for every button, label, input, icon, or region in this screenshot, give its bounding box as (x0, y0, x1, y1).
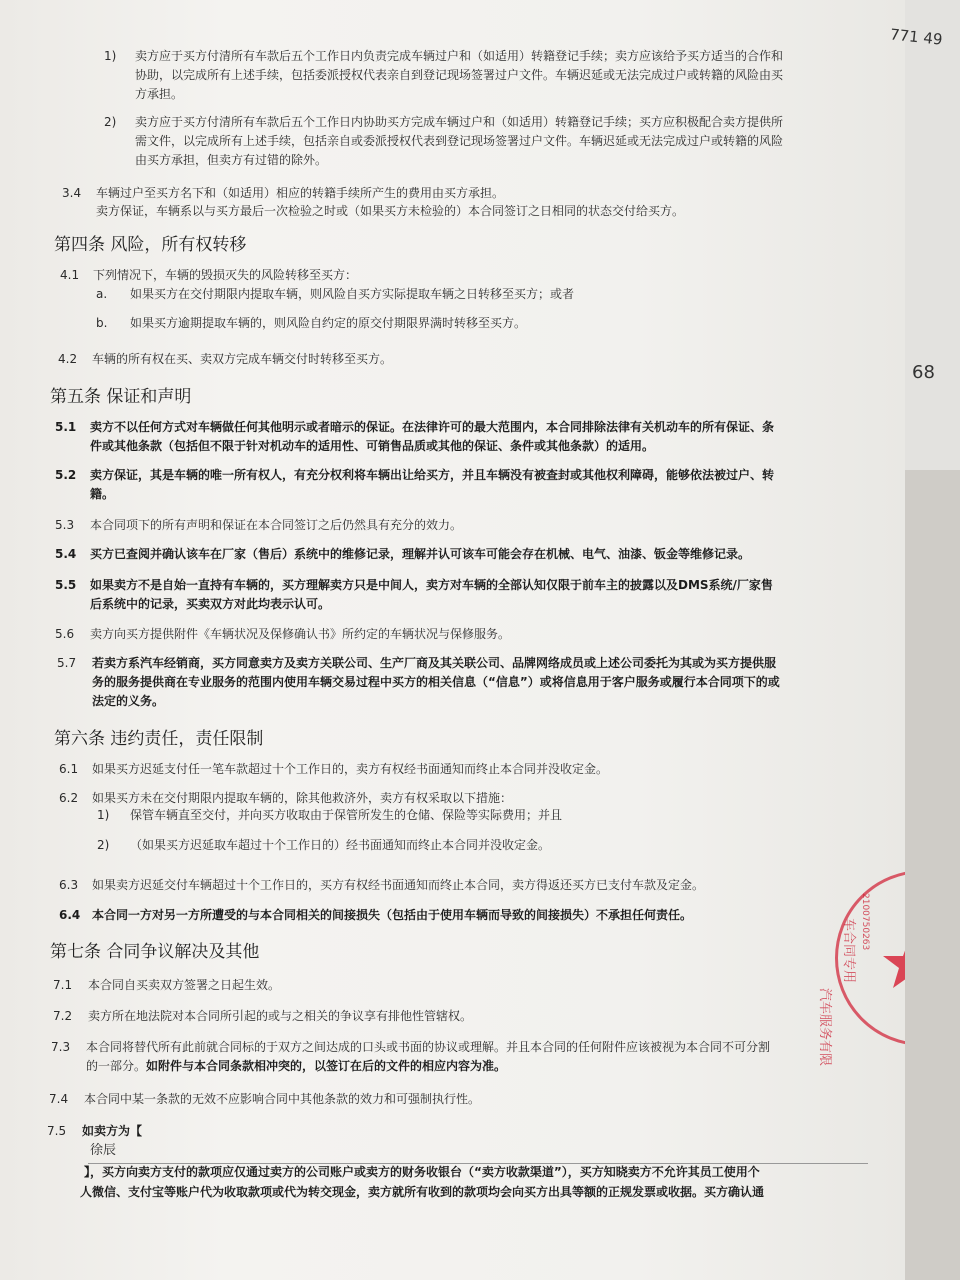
item-number: 2) (97, 838, 110, 852)
clause-text: 车辆的所有权在买、卖双方完成车辆交付时转移至买方。 (92, 352, 393, 366)
clause-text: 方承担。 (135, 87, 184, 101)
clause-number: 7.4 (49, 1092, 69, 1106)
clause-text: 卖方应于买方付清所有车款后五个工作日内协助买方完成车辆过户和（如适用）转籍登记手续；买方应积极配合卖方提供所 (135, 115, 784, 129)
background-surface (900, 470, 960, 1280)
item-number: 1) (97, 808, 110, 822)
clause-text: 卖方所在地法院对本合同所引起的或与之相关的争议享有排他性管辖权。 (88, 1009, 473, 1023)
clause-number: 5.7 (57, 656, 77, 670)
clause-text: 如果卖方不是自始一直持有车辆的，买方理解卖方只是中间人，卖方对车辆的全部认知仅限于前车主的披露以及DMS系统/厂家售 (90, 578, 773, 592)
clause-text: 务的服务提供商在专业服务的范围内使用车辆交易过程中买方的相关信息（“信息”）或将信息用于客户服务或履行本合同项下的或 (92, 675, 780, 689)
clause-number: 5.5 (55, 578, 77, 592)
clause-number: 6.1 (59, 762, 79, 776)
clause-text: 本合同项下的所有声明和保证在本合同签订之后仍然具有充分的效力。 (90, 518, 463, 532)
clause-text: 本合同将替代所有此前就合同标的于双方之间达成的口头或书面的协议或理解。并且本合同的任何附件应该被视为本合同不可分割 (86, 1040, 771, 1054)
clause-number: 7.2 (53, 1009, 73, 1023)
seal-text: 汽车服务有限 (817, 988, 832, 1067)
clause-text: 】，买方向卖方支付的款项应仅通过卖方的公司账户或卖方的财务收银台（“卖方收款渠道”），买方知晓卖方不允许其员工使用个 (84, 1165, 760, 1179)
clause-text: 本合同中某一条款的无效不应影响合同中其他条款的效力和可强制执行性。 (84, 1092, 481, 1106)
clause-text: 后系统中的记录，买卖双方对此均表示认可。 (90, 597, 331, 611)
clause-text: 由买方承担，但卖方有过错的除外。 (135, 153, 328, 167)
clause-number: 5.3 (55, 518, 75, 532)
clause-number: 6.4 (59, 908, 81, 922)
clause-text: 下列情况下，车辆的毁损灭失的风险转移至买方： (93, 268, 358, 282)
article-heading: 第四条 风险，所有权转移 (54, 235, 247, 255)
clause-text: （如果买方迟延取车超过十个工作日的）经书面通知而终止本合同并没收定金。 (130, 838, 551, 852)
clause-number: 6.3 (59, 878, 79, 892)
clause-number: 5.4 (55, 547, 77, 561)
clause-text: 需文件，以完成所有上述手续，包括亲自或委派授权代表到登记现场签署过户文件。车辆迟延或无法完成过户或转籍的风险 (135, 134, 784, 148)
company-seal (817, 870, 905, 1067)
seller-name: 徐辰 (90, 1143, 117, 1158)
handwritten-note: 771 49 (889, 25, 944, 49)
clause-text: 协助，以完成所有上述手续，包括委派授权代表亲自到登记现场签署过户文件。车辆迟延或无法完成过户或转籍的风险由买 (135, 68, 784, 82)
clause-text: 卖方应于买方付清所有车款后五个工作日内负责完成车辆过户和（如适用）转籍登记手续；卖方应该给予买方适当的合作和 (135, 49, 784, 63)
item-number: b. (96, 316, 108, 330)
handwritten-note: 68 (912, 362, 935, 383)
clause-number: 7.5 (47, 1124, 67, 1138)
clause-text: 若卖方系汽车经销商，买方同意卖方及卖方关联公司、生产厂商及其关联公司、品牌网络成员或上述公司委托为其或为买方提供服 (92, 656, 777, 670)
star-icon (882, 935, 905, 991)
item-number: 2) (104, 115, 117, 129)
clause-text: 籍。 (90, 487, 115, 501)
clause-text: 如果买方未在交付期限内提取车辆的，除其他救济外，卖方有权采取以下措施： (92, 791, 513, 805)
seal-text: 车合同专用 (841, 918, 856, 984)
clause-text: 卖方保证，车辆系以与买方最后一次检验之时或（如果买方未检验的）本合同签订之日相同的状态交付给买方。 (96, 204, 685, 218)
article-heading: 第五条 保证和声明 (50, 387, 192, 407)
clause-text: 法定的义务。 (92, 694, 165, 708)
clause-number: 5.1 (55, 420, 77, 434)
clause-text: 如果买方逾期提取车辆的，则风险自约定的原交付期限界满时转移至买方。 (130, 316, 527, 330)
clause-text-part: 的一部分。 (86, 1059, 147, 1073)
clause-number: 4.1 (60, 268, 80, 282)
clause-text: 车辆过户至买方名下和（如适用）相应的转籍手续所产生的费用由买方承担。 (96, 186, 505, 200)
clause-text: 保管车辆直至交付，并向买方收取由于保管所发生的仓储、保险等实际费用；并且 (130, 808, 563, 822)
clause-text: 如果买方迟延支付任一笔车款超过十个工作日的，卖方有权经书面通知而终止本合同并没收定金。 (92, 762, 609, 776)
clause-label: 如卖方为【 (82, 1124, 143, 1138)
clause-number: 6.2 (59, 791, 79, 805)
clause-text: 卖方不以任何方式对车辆做任何其他明示或者暗示的保证。在法律许可的最大范围内，本合同排除法律有关机动车的所有保证、条 (90, 420, 775, 434)
fill-in-line (88, 1143, 868, 1164)
clause-number: 5.6 (55, 627, 75, 641)
clause-text-part: 如附件与本合同条款相冲突的，以签订在后的文件的相应内容为准。 (146, 1059, 507, 1073)
item-number: a. (96, 287, 108, 301)
clause-number: 3.4 (62, 186, 82, 200)
clause-text (86, 1057, 506, 1075)
clause-number: 4.2 (58, 352, 78, 366)
clause-number: 5.2 (55, 468, 77, 482)
clause-text: 本合同一方对另一方所遭受的与本合同相关的间接损失（包括由于使用车辆而导致的间接损失）不承担任何责任。 (92, 908, 693, 922)
item-number: 1) (104, 49, 117, 63)
article-heading: 第六条 违约责任，责任限制 (54, 729, 264, 749)
clause-text: 如果买方在交付期限内提取车辆，则风险自买方实际提取车辆之日转移至买方；或者 (130, 287, 575, 301)
clause-text: 卖方保证，其是车辆的唯一所有权人，有充分权利将车辆出让给买方，并且车辆没有被查封或其他权利障碍，能够依法被过户、转 (90, 468, 775, 482)
clause-text: 买方已查阅并确认该车在厂家（售后）系统中的维修记录，理解并认可该车可能会存在机械、电气、油漆、钣金等维修记录。 (90, 547, 751, 561)
article-heading: 第七条 合同争议解决及其他 (50, 942, 260, 962)
clause-text: 人微信、支付宝等账户代为收取款项或代为转交现金，卖方就所有收到的款项均会向买方出具等额的正规发票或收据。买方确认通 (80, 1185, 765, 1199)
clause-number: 7.1 (53, 978, 73, 992)
seal-code: 2100750263 (860, 893, 870, 951)
clause-number: 7.3 (51, 1040, 71, 1054)
clause-text: 件或其他条款（包括但不限于针对机动车的适用性、可销售品质或其他的保证、条件或其他条款）的适用。 (90, 439, 655, 453)
clause-text: 卖方向买方提供附件《车辆状况及保修确认书》所约定的车辆状况与保修服务。 (90, 627, 511, 641)
clause-text: 如果卖方迟延交付车辆超过十个工作日的，买方有权经书面通知而终止本合同，卖方得返还买方已支付车款及定金。 (92, 878, 705, 892)
clause-text: 本合同自买卖双方签署之日起生效。 (88, 978, 281, 992)
